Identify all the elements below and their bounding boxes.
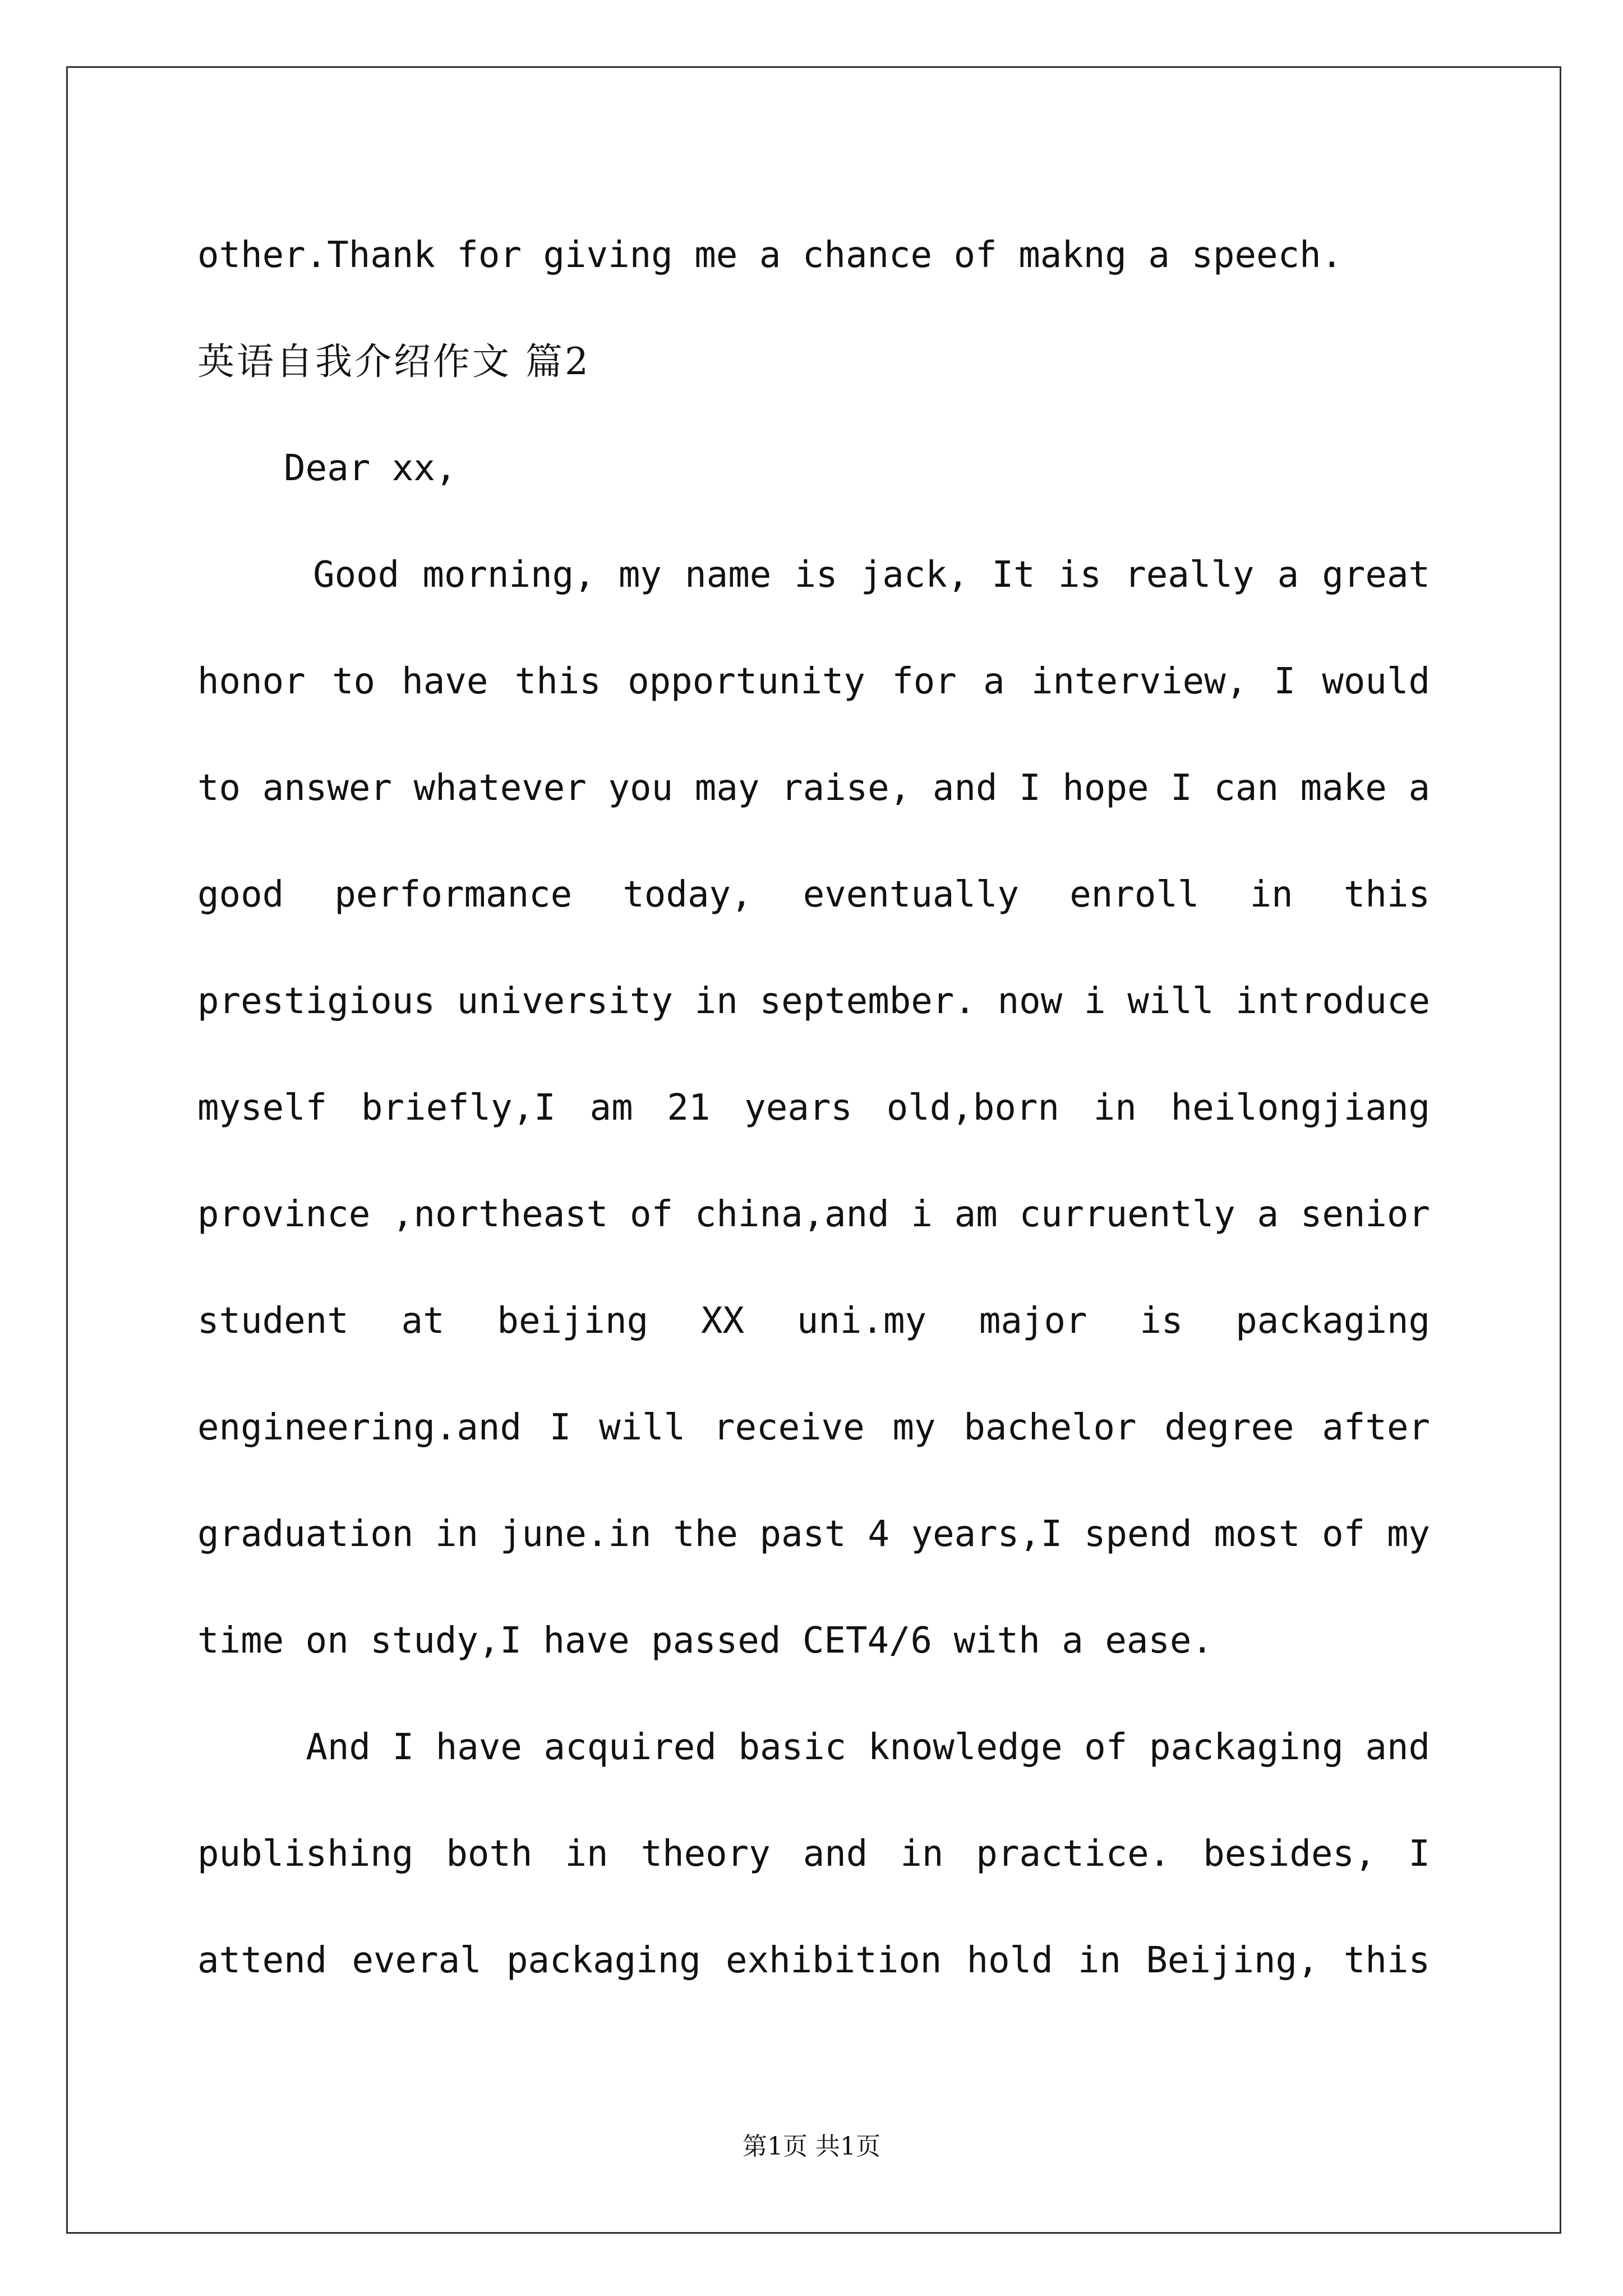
text-line: province ,northeast of china,and i am curruently a senior xyxy=(197,1194,1430,1235)
text-line: prestigious university in september. now i will introduce xyxy=(197,981,1430,1022)
text-line: time on study,I have passed CET4/6 with a ease. xyxy=(197,1620,1213,1662)
text-line: myself briefly,I am 21 years old,born in heilongjiang xyxy=(197,1087,1430,1129)
text-line: other.Thank for giving me a chance of makng a speech. xyxy=(197,234,1343,276)
page-footer: 第1页 共1页 xyxy=(743,2132,880,2161)
text-line: Good morning, my name is jack, It is really a great xyxy=(197,554,1430,596)
text-line: honor to have this opportunity for a interview, I would xyxy=(197,661,1430,702)
text-line: attend everal packaging exhibition hold in Beijing, this xyxy=(197,1940,1430,1981)
text-line: engineering.and I will receive my bachelor degree after xyxy=(197,1407,1430,1448)
salutation: Dear xx, xyxy=(197,448,457,489)
text-line: to answer whatever you may raise, and I hope I can make a xyxy=(197,767,1430,809)
text-line: publishing both in theory and in practice. besides, I xyxy=(197,1833,1430,1875)
text-line: graduation in june.in the past 4 years,I spend most of my xyxy=(197,1513,1430,1555)
text-line: And I have acquired basic knowledge of packaging and xyxy=(197,1727,1430,1768)
text-line: student at beijing XX uni.my major is packaging xyxy=(197,1300,1430,1342)
text-line: good performance today, eventually enroll in this xyxy=(197,874,1430,915)
section-heading: 英语自我介绍作文 篇2 xyxy=(197,340,591,383)
